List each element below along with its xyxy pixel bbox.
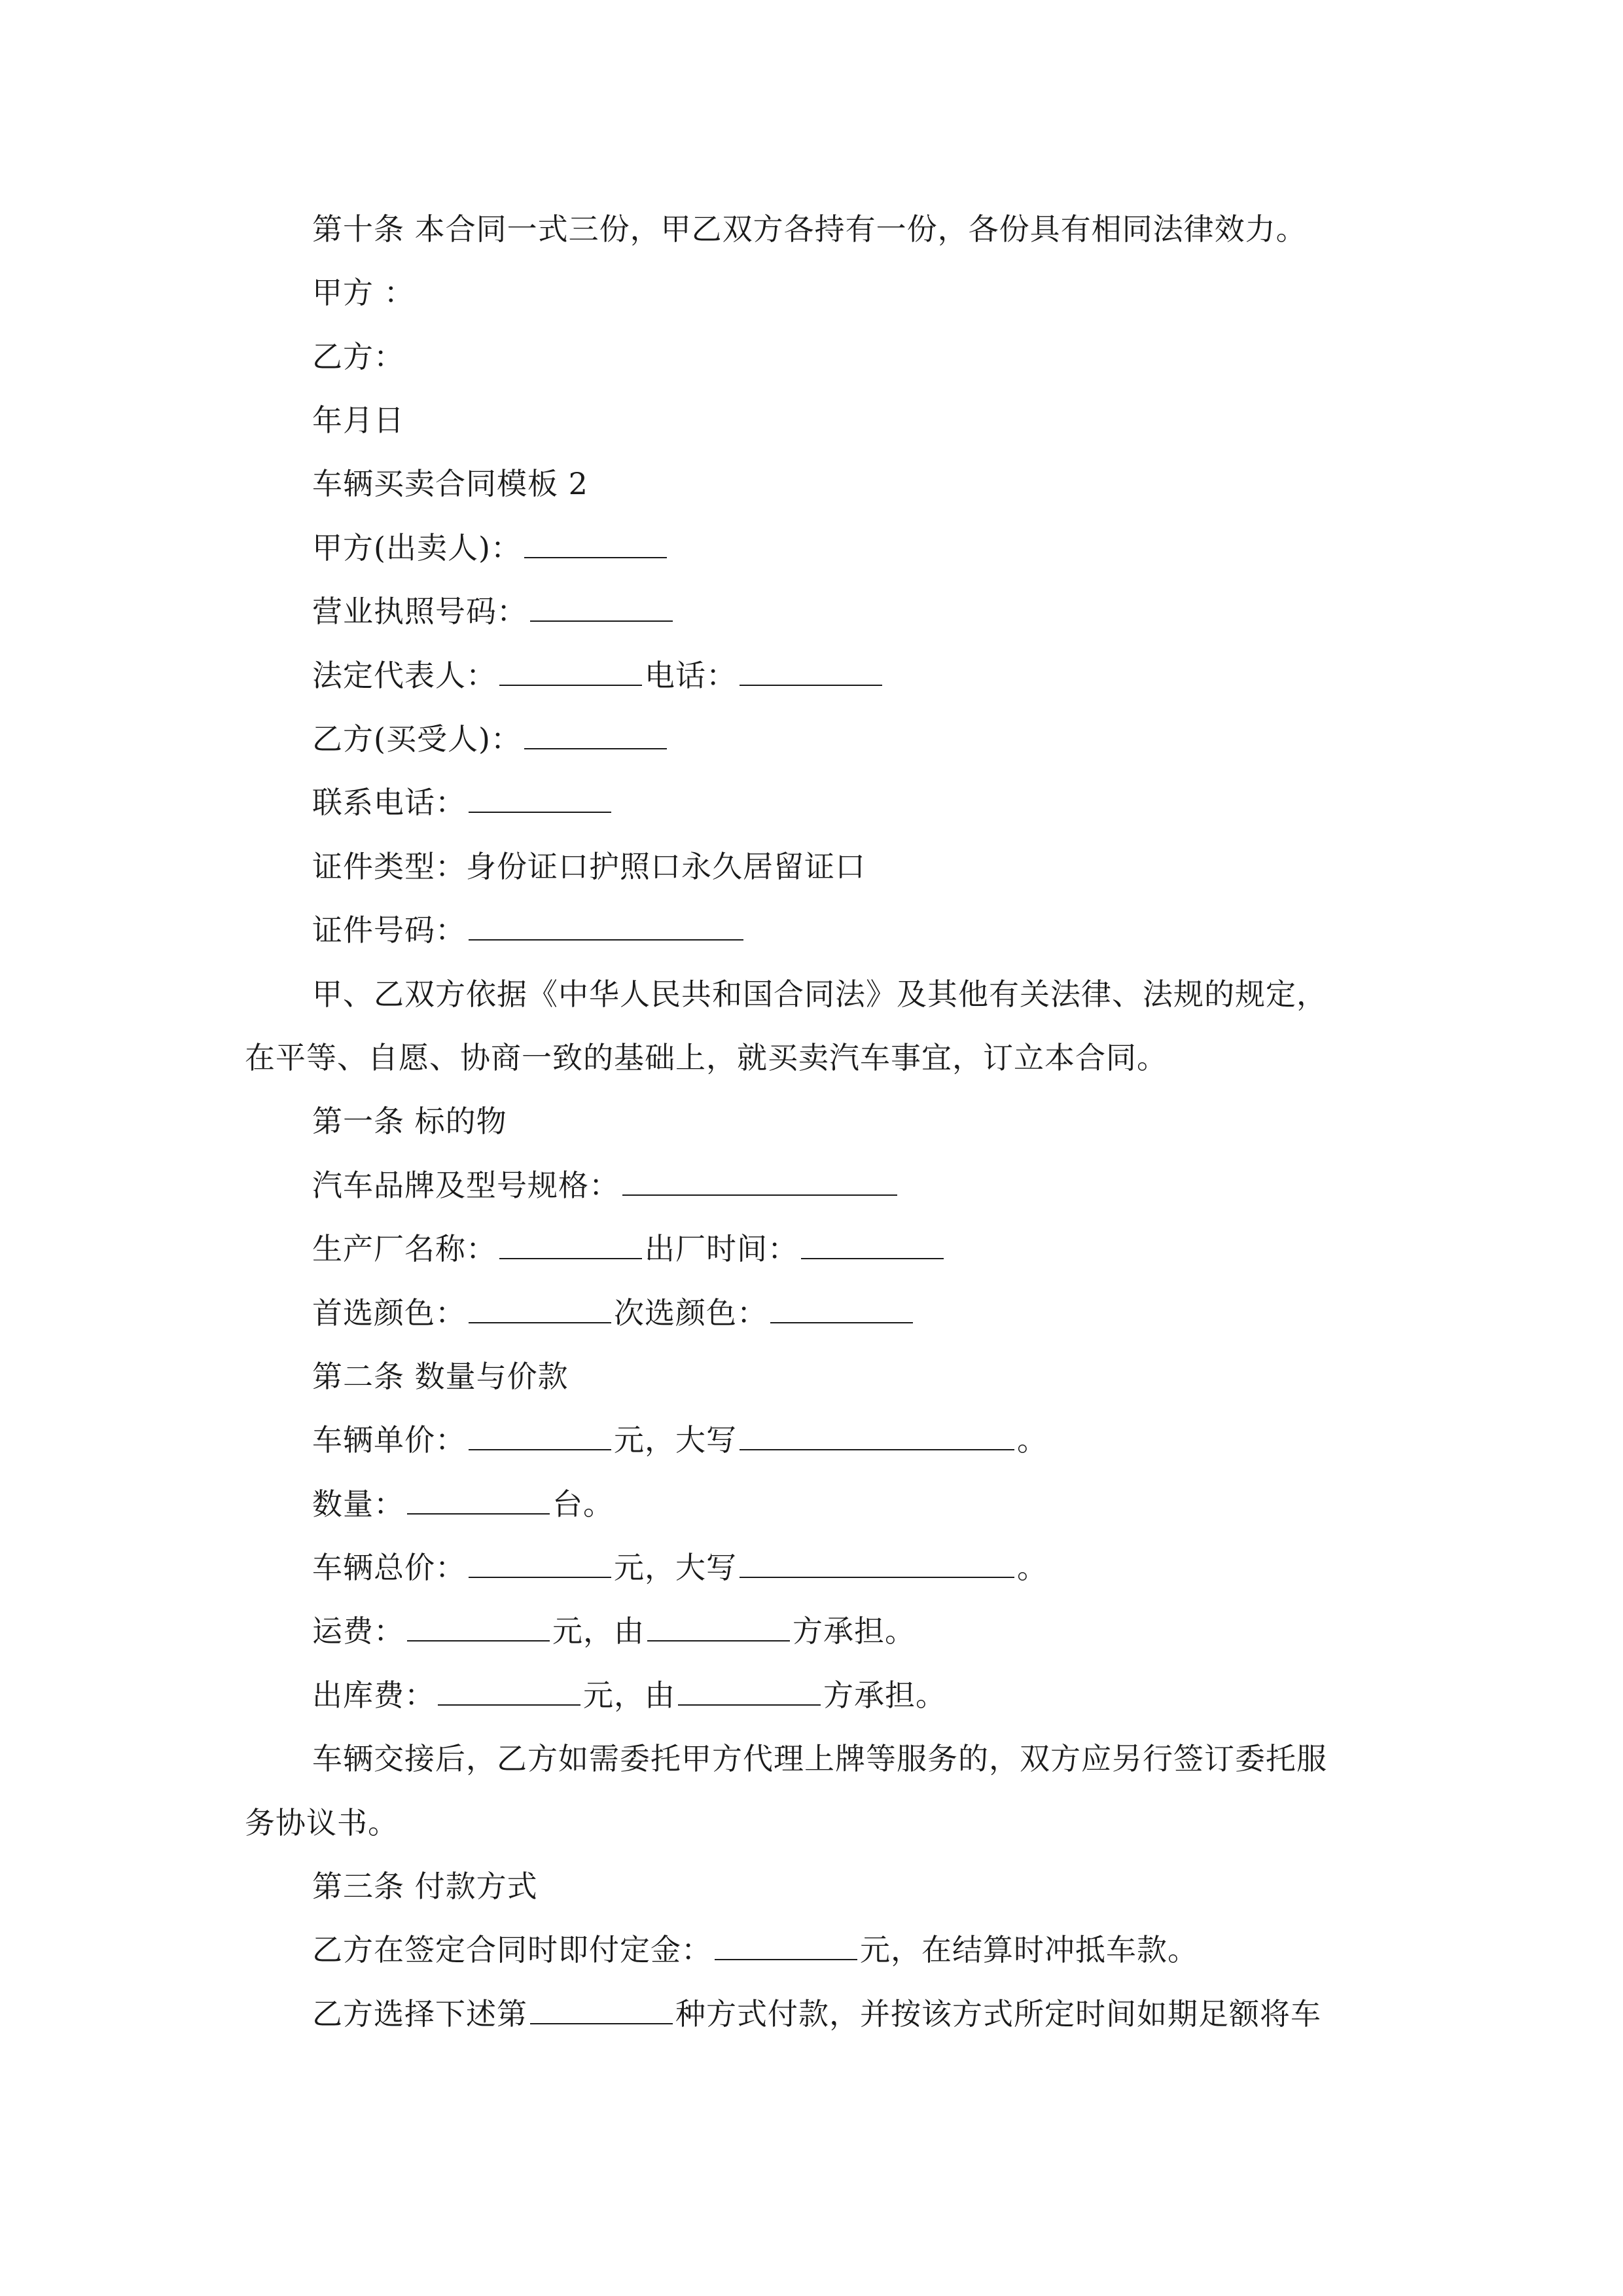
handover-note-1 [312,1739,1327,1778]
label: 。 [1017,1550,1048,1585]
label: 元，在结算时冲抵车款。 [860,1932,1198,1967]
freight-party-blank[interactable] [647,1611,790,1641]
license-line [312,592,675,631]
freight-line [312,1611,916,1651]
text: 第三条 付款方式 [312,1869,538,1904]
text: 第二条 数量与价款 [312,1359,569,1394]
label: 车辆单价： [312,1422,466,1458]
payment-method-line [312,1994,1321,2034]
text: 车辆买卖合同模板 2 [312,466,588,501]
text: 务协议书。 [245,1805,399,1840]
text: 证件类型：身份证口护照口永久居留证口 [312,849,866,884]
seller-blank[interactable] [524,528,667,558]
text: 第一条 标的物 [312,1103,507,1139]
contact-phone-line [312,783,614,822]
delivery-fee-line [312,1676,946,1715]
label: 方承担。 [793,1613,916,1649]
label: 元，大写 [614,1550,737,1585]
handover-note-2 [245,1803,399,1842]
text: 年月日 [312,403,404,438]
total-price-blank[interactable] [469,1548,611,1578]
label: 元，由 [583,1677,675,1713]
label: 。 [1017,1422,1048,1458]
unit-price-line [312,1420,1048,1460]
buyer-line [312,719,669,759]
contact-phone-blank[interactable] [469,783,611,813]
license-blank[interactable] [530,592,673,622]
manufacturer-blank[interactable] [499,1229,642,1259]
brand-blank[interactable] [622,1166,897,1196]
deposit-blank[interactable] [715,1930,857,1960]
total-price-words-blank[interactable] [740,1548,1014,1578]
text: 车辆交接后，乙方如需委托甲方代理上牌等服务的，双方应另行签订委托服 [312,1741,1327,1776]
label: 电话： [645,658,737,693]
label: 汽车品牌及型号规格： [312,1168,620,1203]
buyer-blank[interactable] [524,719,667,749]
seller-line [312,528,669,567]
text: 在平等、自愿、协商一致的基础上，就买卖汽车事宜，订立本合同。 [245,1040,1168,1075]
party-a-signature [312,273,415,312]
primary-color-blank[interactable] [469,1293,611,1323]
label: 元，由 [552,1613,645,1649]
quantity-line [312,1484,614,1524]
text: 甲方 ： [312,275,415,310]
label: 生产厂名称： [312,1231,497,1266]
payment-method-blank[interactable] [530,1994,673,2024]
label: 乙方在签定合同时即付定金： [312,1932,712,1967]
quantity-blank[interactable] [407,1484,550,1515]
date-line [312,401,404,440]
label: 甲方(出卖人)： [312,530,522,565]
label: 数量： [312,1486,404,1522]
color-line [312,1293,916,1333]
delivery-fee-blank[interactable] [438,1676,580,1706]
label: 元，大写 [614,1422,737,1458]
secondary-color-blank[interactable] [770,1293,913,1323]
label: 乙方(买受人)： [312,721,522,757]
label: 次选颜色： [614,1295,768,1331]
clause-1-heading [312,1102,507,1141]
text: 第十条 本合同一式三份，甲乙双方各持有一份，各份具有相同法律效力。 [312,211,1307,247]
label: 证件号码： [312,912,466,948]
label: 方承担。 [823,1677,946,1713]
label: 出厂时间： [645,1231,798,1266]
label: 出库费： [312,1677,435,1713]
label: 车辆总价： [312,1550,466,1585]
brand-line [312,1166,900,1205]
clause-10 [312,209,1307,249]
factory-date-blank[interactable] [801,1229,944,1259]
id-number-blank[interactable] [469,910,743,941]
clause-3-heading [312,1867,538,1906]
label: 联系电话： [312,785,466,820]
manufacturer-line [312,1229,946,1268]
total-price-line [312,1548,1048,1587]
text: 甲、乙双方依据《中华人民共和国合同法》及其他有关法律、法规的规定， [312,977,1327,1012]
label: 运费： [312,1613,404,1649]
legal-rep-line [312,656,885,695]
text: 乙方： [312,339,404,374]
preamble-1 [312,975,1327,1014]
legal-rep-blank[interactable] [499,656,642,686]
label: 首选颜色： [312,1295,466,1331]
template-title [312,464,588,503]
clause-2-heading [312,1357,569,1396]
id-number-line [312,910,746,950]
unit-price-blank[interactable] [469,1420,611,1450]
freight-blank[interactable] [407,1611,550,1641]
unit-price-words-blank[interactable] [740,1420,1014,1450]
label: 种方式付款，并按该方式所定时间如期足额将车 [675,1996,1321,2032]
label: 营业执照号码： [312,594,527,629]
label: 台。 [552,1486,614,1522]
party-b-signature [312,337,404,376]
deposit-line [312,1930,1198,1969]
label: 法定代表人： [312,658,497,693]
delivery-fee-party-blank[interactable] [678,1676,821,1706]
label: 乙方选择下述第 [312,1996,527,2032]
phone-blank[interactable] [740,656,882,686]
id-type-line [312,847,866,886]
preamble-2 [245,1038,1168,1077]
